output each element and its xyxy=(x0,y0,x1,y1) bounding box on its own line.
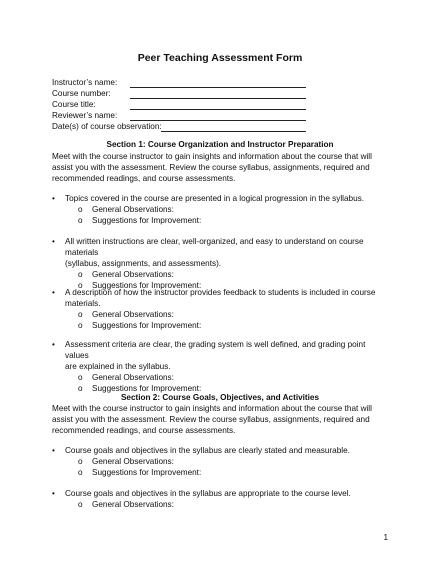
criterion-text xyxy=(65,236,382,269)
suggestions-for-improvement xyxy=(78,320,382,331)
circle-bullet-icon: o xyxy=(78,500,83,509)
circle-bullet-icon: o xyxy=(78,310,83,319)
bullet-icon: • xyxy=(52,489,55,498)
circle-bullet-icon: o xyxy=(78,281,83,290)
bullet-icon: • xyxy=(52,340,55,349)
criterion-line: Course goals and objectives in the syllabus are appropriate to the course level. xyxy=(65,489,351,498)
reviewer-name-line xyxy=(130,112,306,121)
sub-label: General Observations: xyxy=(92,373,174,382)
criterion-line: materials. xyxy=(65,299,101,308)
field-label: Course number: xyxy=(52,89,111,98)
bullet-icon: • xyxy=(52,194,55,203)
course-title-line xyxy=(130,101,306,110)
intro-line: recommended readings, and course assessments. xyxy=(52,426,236,435)
sub-label: General Observations: xyxy=(92,457,174,466)
sub-label: Suggestions for Improvement: xyxy=(92,216,202,225)
instructor-name-field xyxy=(52,77,117,88)
field-label: Instructor’s name: xyxy=(52,78,118,87)
page-number: 1 xyxy=(383,533,388,542)
criterion-line: Assessment criteria are clear, the grading system is well defined, and grading point values xyxy=(65,340,366,360)
course-number-line xyxy=(130,90,306,99)
general-observations xyxy=(78,456,382,467)
general-observations xyxy=(78,372,382,383)
criterion-text xyxy=(65,339,382,372)
criterion-item xyxy=(52,193,382,226)
suggestions-for-improvement xyxy=(78,467,382,478)
observation-date-line xyxy=(161,123,306,132)
circle-bullet-icon: o xyxy=(78,457,83,466)
general-observations xyxy=(78,499,382,510)
bullet-icon: • xyxy=(52,237,55,246)
section-2-intro xyxy=(52,403,382,436)
field-label: Reviewer’s name: xyxy=(52,111,118,120)
criterion-text xyxy=(65,287,382,309)
section-1-heading: Section 1: Course Organization and Instructor Preparation xyxy=(106,140,334,149)
sub-label: Suggestions for Improvement: xyxy=(92,468,202,477)
circle-bullet-icon: o xyxy=(78,384,83,393)
criterion-line: (syllabus, assignments, and assessments). xyxy=(65,259,222,268)
criterion-item xyxy=(52,287,382,331)
circle-bullet-icon: o xyxy=(78,205,83,214)
circle-bullet-icon: o xyxy=(78,216,83,225)
sub-label: Suggestions for Improvement: xyxy=(92,384,202,393)
page-title: Peer Teaching Assessment Form xyxy=(137,52,303,64)
circle-bullet-icon: o xyxy=(78,468,83,477)
field-label: Date(s) of course observation: xyxy=(52,122,162,131)
bullet-icon: • xyxy=(52,446,55,455)
general-observations xyxy=(78,309,382,320)
criterion-text xyxy=(65,445,382,456)
suggestions-for-improvement xyxy=(78,215,382,226)
observation-date-field xyxy=(52,121,162,132)
criterion-line: Course goals and objectives in the syllabus are clearly stated and measurable. xyxy=(65,446,350,455)
section-1-intro xyxy=(52,151,382,184)
criterion-line: All written instructions are clear, well-organized, and easy to understand on course materials xyxy=(65,237,364,257)
sub-label: Suggestions for Improvement: xyxy=(92,281,202,290)
sub-label: General Observations: xyxy=(92,205,174,214)
course-title-field xyxy=(52,99,96,110)
circle-bullet-icon: o xyxy=(78,270,83,279)
field-label: Course title: xyxy=(52,100,96,109)
reviewer-name-field xyxy=(52,110,117,121)
circle-bullet-icon: o xyxy=(78,373,83,382)
section-2-heading: Section 2: Course Goals, Objectives, and Activities xyxy=(120,393,320,402)
intro-line: recommended readings, and course assessments. xyxy=(52,174,236,183)
criterion-item xyxy=(52,445,382,478)
bullet-icon: • xyxy=(52,288,55,297)
sub-label: General Observations: xyxy=(92,500,174,509)
intro-line: Meet with the course instructor to gain insights and information about the course that will xyxy=(52,404,372,413)
criterion-item xyxy=(52,339,382,394)
sub-label: Suggestions for Improvement: xyxy=(92,321,202,330)
sub-label: General Observations: xyxy=(92,270,174,279)
circle-bullet-icon: o xyxy=(78,321,83,330)
general-observations xyxy=(78,204,382,215)
sub-label: General Observations: xyxy=(92,310,174,319)
criterion-line: are explained in the syllabus. xyxy=(65,362,171,371)
criterion-line: A description of how the instructor provides feedback to students is included in course xyxy=(65,288,376,297)
criterion-text xyxy=(65,193,382,204)
intro-line: assist you with the assessment. Review the course syllabus, assignments, required and xyxy=(52,163,370,172)
intro-line: Meet with the course instructor to gain insights and information about the course that will xyxy=(52,152,372,161)
general-observations xyxy=(78,269,382,280)
criterion-line: Topics covered in the course are presented in a logical progression in the syllabus. xyxy=(65,194,365,203)
criterion-text xyxy=(65,488,382,499)
criterion-item xyxy=(52,236,382,291)
criterion-item xyxy=(52,488,382,510)
course-number-field xyxy=(52,88,111,99)
intro-line: assist you with the assessment. Review the course syllabus, assignments, required and xyxy=(52,415,370,424)
instructor-name-line xyxy=(130,79,306,88)
